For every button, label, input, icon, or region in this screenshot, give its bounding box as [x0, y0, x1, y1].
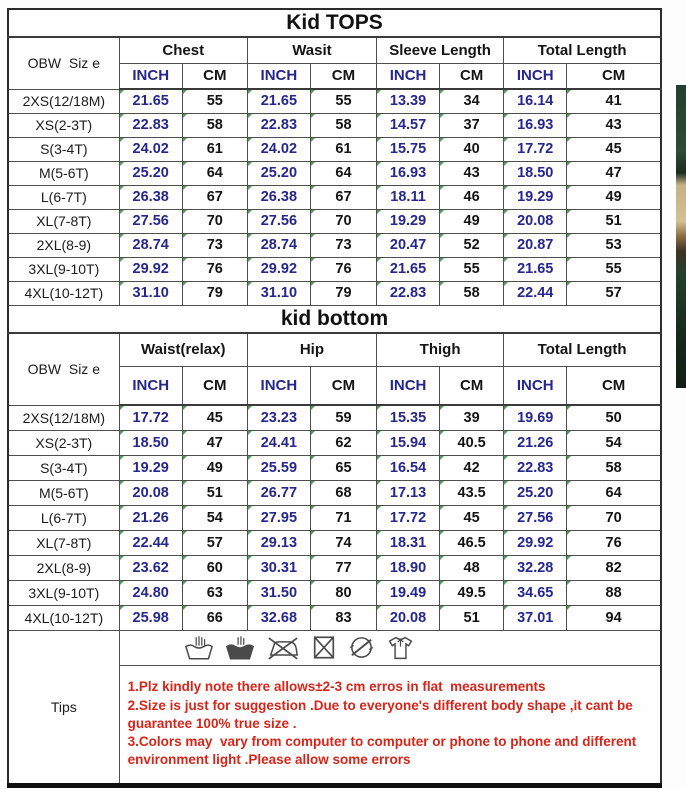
do-not-tumble-dry-icon — [311, 634, 337, 661]
care-icons-row — [8, 630, 661, 665]
size-label: 4XL(10-12T) — [8, 281, 119, 305]
inch-value: 13.39 — [377, 89, 440, 113]
cm-value: 50 — [567, 405, 661, 430]
inch-value: 17.13 — [377, 480, 440, 505]
cm-value: 51 — [440, 605, 504, 630]
inch-value: 15.94 — [377, 430, 440, 455]
unit-cm: CM — [567, 366, 661, 405]
inch-value: 16.93 — [504, 113, 567, 137]
table-row — [8, 555, 661, 580]
inch-value: 31.50 — [247, 580, 310, 605]
tops-group-waist: Wasit — [247, 37, 376, 63]
cm-value: 83 — [310, 605, 376, 630]
tops-header — [8, 9, 661, 89]
inch-value: 22.44 — [119, 530, 182, 555]
inch-value: 29.92 — [504, 530, 567, 555]
cm-value: 39 — [440, 405, 504, 430]
cm-value: 54 — [567, 430, 661, 455]
tops-title-row — [8, 9, 661, 37]
table-row — [8, 530, 661, 555]
cm-value: 49.5 — [440, 580, 504, 605]
cm-value: 49 — [567, 185, 661, 209]
inch-value: 19.49 — [377, 580, 440, 605]
cm-value: 74 — [310, 530, 376, 555]
size-label: 2XL(8-9) — [8, 555, 119, 580]
unit-inch: INCH — [377, 63, 440, 89]
cm-value: 49 — [182, 455, 247, 480]
cm-value: 52 — [440, 233, 504, 257]
cm-value: 51 — [567, 209, 661, 233]
inch-value: 31.10 — [119, 281, 182, 305]
cm-value: 58 — [182, 113, 247, 137]
bottoms-title-row — [8, 305, 661, 333]
cm-value: 88 — [567, 580, 661, 605]
size-label: XS(2-3T) — [8, 113, 119, 137]
size-label: 3XL(9-10T) — [8, 580, 119, 605]
inch-value: 26.77 — [247, 480, 310, 505]
inch-value: 20.08 — [377, 605, 440, 630]
cm-value: 55 — [567, 257, 661, 281]
tops-size-column-header: OBW Siz e — [8, 37, 119, 89]
inch-value: 21.26 — [119, 505, 182, 530]
unit-cm: CM — [440, 63, 504, 89]
size-label: 3XL(9-10T) — [8, 257, 119, 281]
inch-value: 27.95 — [247, 505, 310, 530]
cm-value: 58 — [310, 113, 376, 137]
cm-value: 43 — [440, 161, 504, 185]
inch-value: 18.90 — [377, 555, 440, 580]
table-row — [8, 113, 661, 137]
cm-value: 64 — [182, 161, 247, 185]
inch-value: 25.98 — [119, 605, 182, 630]
inch-value: 24.02 — [247, 137, 310, 161]
inch-value: 32.68 — [247, 605, 310, 630]
inch-value: 30.31 — [247, 555, 310, 580]
inch-value: 20.47 — [377, 233, 440, 257]
inch-value: 25.20 — [504, 480, 567, 505]
cm-value: 67 — [310, 185, 376, 209]
cm-value: 70 — [182, 209, 247, 233]
inch-value: 31.10 — [247, 281, 310, 305]
inch-value: 26.38 — [119, 185, 182, 209]
size-label: S(3-4T) — [8, 455, 119, 480]
inch-value: 16.93 — [377, 161, 440, 185]
bottoms-data-rows — [8, 405, 661, 630]
inch-value: 15.35 — [377, 405, 440, 430]
inch-value: 23.62 — [119, 555, 182, 580]
bottoms-title: kid bottom — [8, 305, 661, 333]
cm-value: 41 — [567, 89, 661, 113]
cm-value: 59 — [310, 405, 376, 430]
tops-group-sleeve-length: Sleeve Length — [377, 37, 504, 63]
inch-value: 22.83 — [377, 281, 440, 305]
cm-value: 61 — [182, 137, 247, 161]
cm-value: 45 — [182, 405, 247, 430]
inch-value: 18.31 — [377, 530, 440, 555]
inch-value: 37.01 — [504, 605, 567, 630]
table-row — [8, 455, 661, 480]
cm-value: 60 — [182, 555, 247, 580]
inch-value: 19.29 — [504, 185, 567, 209]
inch-value: 24.02 — [119, 137, 182, 161]
tops-group-total-length: Total Length — [504, 37, 661, 63]
inch-value: 18.50 — [119, 430, 182, 455]
hang-dry-shirt-icon — [386, 634, 415, 661]
table-row — [8, 580, 661, 605]
inch-value: 19.29 — [119, 455, 182, 480]
tips-section — [8, 630, 661, 785]
cm-value: 77 — [310, 555, 376, 580]
bottoms-header — [8, 305, 661, 405]
bottoms-group-header-row — [8, 333, 661, 366]
inch-value: 21.26 — [504, 430, 567, 455]
size-label: 2XS(12/18M) — [8, 405, 119, 430]
inch-value: 27.56 — [119, 209, 182, 233]
cm-value: 63 — [182, 580, 247, 605]
cm-value: 80 — [310, 580, 376, 605]
cm-value: 34 — [440, 89, 504, 113]
bottoms-group-total-length: Total Length — [504, 333, 661, 366]
inch-value: 16.54 — [377, 455, 440, 480]
cm-value: 62 — [310, 430, 376, 455]
cm-value: 76 — [182, 257, 247, 281]
inch-value: 14.57 — [377, 113, 440, 137]
inch-value: 34.65 — [504, 580, 567, 605]
cm-value: 76 — [567, 530, 661, 555]
table-row — [8, 185, 661, 209]
table-row — [8, 505, 661, 530]
tips-line-1: 1.Plz kindly note there allows±2-3 cm erros in flat measurements — [127, 679, 546, 695]
cm-value: 61 — [310, 137, 376, 161]
cm-value: 70 — [310, 209, 376, 233]
table-row — [8, 405, 661, 430]
inch-value: 21.65 — [119, 89, 182, 113]
size-label: 2XL(8-9) — [8, 233, 119, 257]
unit-inch: INCH — [504, 63, 567, 89]
do-not-dry-clean-icon — [348, 634, 375, 661]
tips-line-2: 2.Size is just for suggestion .Due to everyone's different body shape ,it cant be guarantee 100% true size . — [127, 697, 637, 731]
cm-value: 43 — [567, 113, 661, 137]
cm-value: 64 — [310, 161, 376, 185]
cm-value: 49 — [440, 209, 504, 233]
inch-value: 16.14 — [504, 89, 567, 113]
inch-value: 20.87 — [504, 233, 567, 257]
inch-value: 29.13 — [247, 530, 310, 555]
table-row — [8, 281, 661, 305]
cm-value: 76 — [310, 257, 376, 281]
cm-value: 46 — [440, 185, 504, 209]
wash-tub-icon — [225, 634, 255, 661]
table-row — [8, 480, 661, 505]
inch-value: 22.44 — [504, 281, 567, 305]
inch-value: 18.11 — [377, 185, 440, 209]
cm-value: 42 — [440, 455, 504, 480]
cm-value: 70 — [567, 505, 661, 530]
tips-line-3: 3.Colors may vary from computer to computer or phone to phone and different environment light .Please allow some errors — [127, 734, 640, 768]
inch-value: 22.83 — [247, 113, 310, 137]
inch-value: 28.74 — [119, 233, 182, 257]
unit-cm: CM — [567, 63, 661, 89]
cm-value: 43.5 — [440, 480, 504, 505]
cm-value: 47 — [182, 430, 247, 455]
inch-value: 20.08 — [119, 480, 182, 505]
cm-value: 55 — [182, 89, 247, 113]
tips-text-cell — [119, 665, 661, 785]
cm-value: 47 — [567, 161, 661, 185]
cm-value: 73 — [182, 233, 247, 257]
tops-data-rows — [8, 89, 661, 305]
cm-value: 45 — [440, 505, 504, 530]
inch-value: 20.08 — [504, 209, 567, 233]
inch-value: 19.29 — [377, 209, 440, 233]
unit-inch: INCH — [377, 366, 440, 405]
inch-value: 27.56 — [504, 505, 567, 530]
inch-value: 22.83 — [504, 455, 567, 480]
size-label: L(6-7T) — [8, 185, 119, 209]
unit-inch: INCH — [119, 63, 182, 89]
inch-value: 17.72 — [119, 405, 182, 430]
cm-value: 46.5 — [440, 530, 504, 555]
table-row — [8, 257, 661, 281]
inch-value: 22.83 — [119, 113, 182, 137]
inch-value: 24.41 — [247, 430, 310, 455]
cm-value: 79 — [182, 281, 247, 305]
bottoms-group-thigh: Thigh — [377, 333, 504, 366]
table-row — [8, 89, 661, 113]
unit-cm: CM — [440, 366, 504, 405]
unit-cm: CM — [182, 63, 247, 89]
tops-group-header-row — [8, 37, 661, 63]
table-row — [8, 161, 661, 185]
cm-value: 51 — [182, 480, 247, 505]
inch-value: 17.72 — [504, 137, 567, 161]
inch-value: 21.65 — [247, 89, 310, 113]
unit-cm: CM — [182, 366, 247, 405]
cm-value: 57 — [182, 530, 247, 555]
bottoms-group-waist-relax: Waist(relax) — [119, 333, 247, 366]
inch-value: 19.69 — [504, 405, 567, 430]
unit-inch: INCH — [247, 63, 310, 89]
size-label: 4XL(10-12T) — [8, 605, 119, 630]
do-not-iron-icon — [266, 634, 300, 661]
inch-value: 21.65 — [377, 257, 440, 281]
cm-value: 45 — [567, 137, 661, 161]
cm-value: 53 — [567, 233, 661, 257]
inch-value: 27.56 — [247, 209, 310, 233]
inch-value: 29.92 — [119, 257, 182, 281]
bottoms-group-hip: Hip — [247, 333, 376, 366]
size-label: XL(7-8T) — [8, 530, 119, 555]
unit-inch: INCH — [119, 366, 182, 405]
cm-value: 71 — [310, 505, 376, 530]
cm-value: 68 — [310, 480, 376, 505]
tips-label: Tips — [8, 630, 119, 785]
cm-value: 55 — [310, 89, 376, 113]
table-row — [8, 430, 661, 455]
cm-value: 67 — [182, 185, 247, 209]
cm-value: 82 — [567, 555, 661, 580]
inch-value: 18.50 — [504, 161, 567, 185]
cm-value: 73 — [310, 233, 376, 257]
inch-value: 29.92 — [247, 257, 310, 281]
unit-inch: INCH — [247, 366, 310, 405]
unit-cm: CM — [310, 63, 376, 89]
cm-value: 40.5 — [440, 430, 504, 455]
inch-value: 23.23 — [247, 405, 310, 430]
hand-wash-icon — [184, 634, 214, 661]
cm-value: 55 — [440, 257, 504, 281]
cm-value: 57 — [567, 281, 661, 305]
size-chart-table — [7, 8, 662, 788]
unit-cm: CM — [310, 366, 376, 405]
cm-value: 58 — [567, 455, 661, 480]
inch-value: 25.59 — [247, 455, 310, 480]
bottoms-size-column-header: OBW Siz e — [8, 333, 119, 405]
cm-value: 94 — [567, 605, 661, 630]
tips-lines — [120, 672, 660, 775]
inch-value: 25.20 — [119, 161, 182, 185]
inch-value: 26.38 — [247, 185, 310, 209]
inch-value: 15.75 — [377, 137, 440, 161]
size-label: M(5-6T) — [8, 161, 119, 185]
cm-value: 40 — [440, 137, 504, 161]
inch-value: 21.65 — [504, 257, 567, 281]
care-icons-group — [120, 634, 660, 661]
inch-value: 28.74 — [247, 233, 310, 257]
cm-value: 37 — [440, 113, 504, 137]
size-label: XL(7-8T) — [8, 209, 119, 233]
size-label: 2XS(12/18M) — [8, 89, 119, 113]
cm-value: 65 — [310, 455, 376, 480]
care-icons-cell — [119, 630, 661, 665]
cm-value: 66 — [182, 605, 247, 630]
tops-group-chest: Chest — [119, 37, 247, 63]
size-label: M(5-6T) — [8, 480, 119, 505]
product-photo-edge-sliver — [676, 85, 686, 388]
cm-value: 54 — [182, 505, 247, 530]
cm-value: 64 — [567, 480, 661, 505]
table-row — [8, 605, 661, 630]
inch-value: 32.28 — [504, 555, 567, 580]
inch-value: 17.72 — [377, 505, 440, 530]
tops-title: Kid TOPS — [8, 9, 661, 37]
cm-value: 79 — [310, 281, 376, 305]
size-label: L(6-7T) — [8, 505, 119, 530]
table-row — [8, 233, 661, 257]
inch-value: 24.80 — [119, 580, 182, 605]
size-label: XS(2-3T) — [8, 430, 119, 455]
table-row — [8, 137, 661, 161]
cm-value: 48 — [440, 555, 504, 580]
table-row — [8, 209, 661, 233]
inch-value: 25.20 — [247, 161, 310, 185]
size-label: S(3-4T) — [8, 137, 119, 161]
unit-inch: INCH — [504, 366, 567, 405]
cm-value: 58 — [440, 281, 504, 305]
